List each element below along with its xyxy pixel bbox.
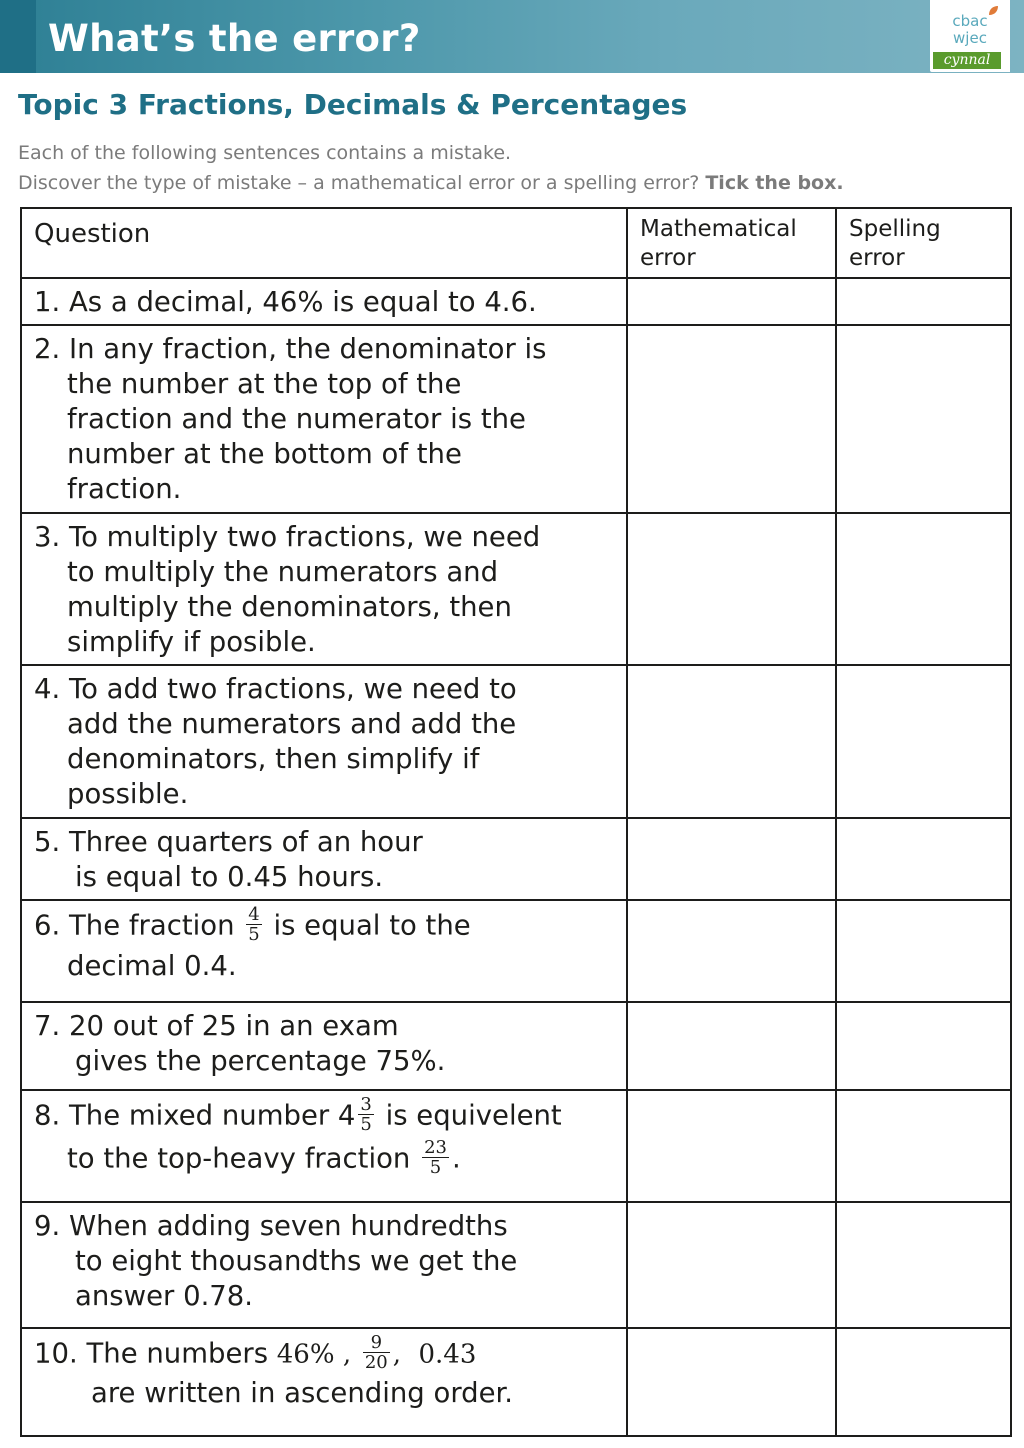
question-text: is equal to 0.45 hours. — [75, 861, 384, 893]
tick-box-math-10[interactable] — [627, 1328, 836, 1436]
table-header-row — [21, 208, 1011, 278]
table-row — [21, 1202, 1011, 1328]
table-row — [21, 513, 1011, 665]
question-text: answer 0.78. — [75, 1280, 254, 1312]
table-row — [21, 665, 1011, 818]
question-8 — [21, 1090, 627, 1202]
separator-comma: , — [392, 1339, 402, 1370]
fraction-9-20 — [363, 1333, 390, 1372]
table-row — [21, 325, 1011, 513]
banner-accent-strip — [0, 0, 36, 73]
question-text — [34, 1094, 618, 1136]
instructions-text: Discover the type of mistake – a mathematical error or a spelling error? — [18, 172, 706, 194]
tick-box-spelling-4[interactable] — [836, 665, 1011, 818]
tick-box-math-4[interactable] — [627, 665, 836, 818]
fraction-numerator: 23 — [424, 1137, 447, 1158]
question-1 — [21, 278, 627, 325]
question-9 — [21, 1202, 627, 1328]
tick-box-math-2[interactable] — [627, 325, 836, 513]
header-math-line1: Mathematical — [640, 216, 797, 242]
question-7 — [21, 1002, 627, 1090]
question-text: decimal 0.4. — [67, 950, 237, 982]
fraction-23-5 — [422, 1138, 449, 1177]
question-text: gives the percentage 75%. — [75, 1045, 446, 1077]
table-row — [21, 900, 1011, 1002]
header-math-line2: error — [640, 245, 696, 271]
tick-box-math-7[interactable] — [627, 1002, 836, 1090]
fraction-numerator: 9 — [363, 1333, 390, 1353]
tick-box-math-8[interactable] — [627, 1090, 836, 1202]
tick-box-spelling-7[interactable] — [836, 1002, 1011, 1090]
tick-box-math-9[interactable] — [627, 1202, 836, 1328]
cbac-wjec-logo — [930, 0, 1010, 72]
question-10 — [21, 1328, 627, 1436]
question-text: fraction. — [67, 473, 182, 505]
header-banner — [0, 0, 1024, 73]
logo-text-wjec: wjec — [953, 29, 987, 47]
question-text-part: 8. The mixed number 4 — [34, 1099, 356, 1132]
question-6 — [21, 900, 627, 1002]
tick-box-spelling-6[interactable] — [836, 900, 1011, 1002]
instructions-line-2 — [18, 172, 844, 194]
tick-box-math-6[interactable] — [627, 900, 836, 1002]
question-text: number at the bottom of the — [67, 438, 462, 470]
question-4 — [21, 665, 627, 818]
tick-box-math-3[interactable] — [627, 513, 836, 665]
question-text — [34, 904, 618, 946]
header-question: Question — [21, 208, 627, 278]
question-text: 4. To add two fractions, we need to — [34, 673, 517, 705]
tick-box-spelling-2[interactable] — [836, 325, 1011, 513]
header-spelling-error — [836, 208, 1011, 278]
tick-box-spelling-9[interactable] — [836, 1202, 1011, 1328]
table-row — [21, 1002, 1011, 1090]
tick-box-spelling-1[interactable] — [836, 278, 1011, 325]
question-text-part: 6. The fraction — [34, 909, 244, 942]
question-2 — [21, 325, 627, 513]
table-row — [21, 1328, 1011, 1436]
question-text-part: 10. The numbers — [34, 1337, 277, 1370]
question-text: 1. As a decimal, 46% is equal to 4.6. — [34, 286, 537, 318]
question-text-part: to the top-heavy fraction — [67, 1142, 420, 1175]
tick-box-math-5[interactable] — [627, 818, 836, 900]
fraction-numerator: 3 — [360, 1094, 372, 1115]
question-text — [34, 1137, 618, 1179]
question-text: to eight thousandths we get the — [75, 1245, 518, 1277]
question-text: to multiply the numerators and — [67, 556, 499, 588]
table-row — [21, 278, 1011, 325]
question-text: are written in ascending order. — [91, 1377, 514, 1409]
question-text: simplify if posible. — [67, 626, 316, 658]
value-46-percent: 46% , — [276, 1339, 352, 1370]
question-text: fraction and the numerator is the — [67, 403, 526, 435]
question-text: add the numerators and add the — [67, 708, 517, 740]
tick-box-math-1[interactable] — [627, 278, 836, 325]
logo-text-cynnal: cynnal — [933, 52, 1001, 69]
table-row — [21, 818, 1011, 900]
question-text: the number at the top of the — [67, 368, 462, 400]
tick-box-spelling-8[interactable] — [836, 1090, 1011, 1202]
question-5 — [21, 818, 627, 900]
error-table — [20, 207, 1012, 1437]
tick-box-spelling-5[interactable] — [836, 818, 1011, 900]
question-text: 9. When adding seven hundredths — [34, 1210, 508, 1242]
header-spell-line2: error — [849, 245, 905, 271]
question-3 — [21, 513, 627, 665]
instructions-emphasis: Tick the box. — [705, 172, 844, 194]
logo-text-cbac: cbac — [952, 12, 988, 30]
fraction-numerator: 4 — [248, 904, 260, 925]
instructions-line-1: Each of the following sentences contains a mistake. — [18, 142, 512, 164]
header-spell-line1: Spelling — [849, 216, 941, 242]
question-text: possible. — [67, 778, 189, 810]
question-text: multiply the denominators, then — [67, 591, 512, 623]
question-text: 3. To multiply two fractions, we need — [34, 521, 541, 553]
topic-heading: Topic 3 Fractions, Decimals & Percentages — [18, 88, 688, 121]
value-0-43: 0.43 — [418, 1339, 477, 1370]
question-text-part: . — [451, 1142, 461, 1175]
tick-box-spelling-10[interactable] — [836, 1328, 1011, 1436]
question-text — [34, 1332, 618, 1374]
question-text: 7. 20 out of 25 in an exam — [34, 1010, 399, 1042]
question-text: 5. Three quarters of an hour — [34, 826, 423, 858]
question-text-part: is equal to the — [264, 909, 471, 942]
fraction-4-5 — [246, 905, 261, 944]
fraction-denominator: 5 — [429, 1157, 442, 1178]
fraction-3-5 — [358, 1095, 373, 1134]
fraction-denominator: 5 — [360, 1114, 372, 1135]
page-title: What’s the error? — [48, 17, 421, 60]
table-row — [21, 1090, 1011, 1202]
tick-box-spelling-3[interactable] — [836, 513, 1011, 665]
question-text: denominators, then simplify if — [67, 743, 480, 775]
fraction-denominator: 20 — [364, 1352, 388, 1373]
header-mathematical-error — [627, 208, 836, 278]
fraction-denominator: 5 — [248, 924, 260, 945]
question-text: 2. In any fraction, the denominator is — [34, 333, 547, 365]
question-text-part: is equivelent — [376, 1099, 562, 1132]
